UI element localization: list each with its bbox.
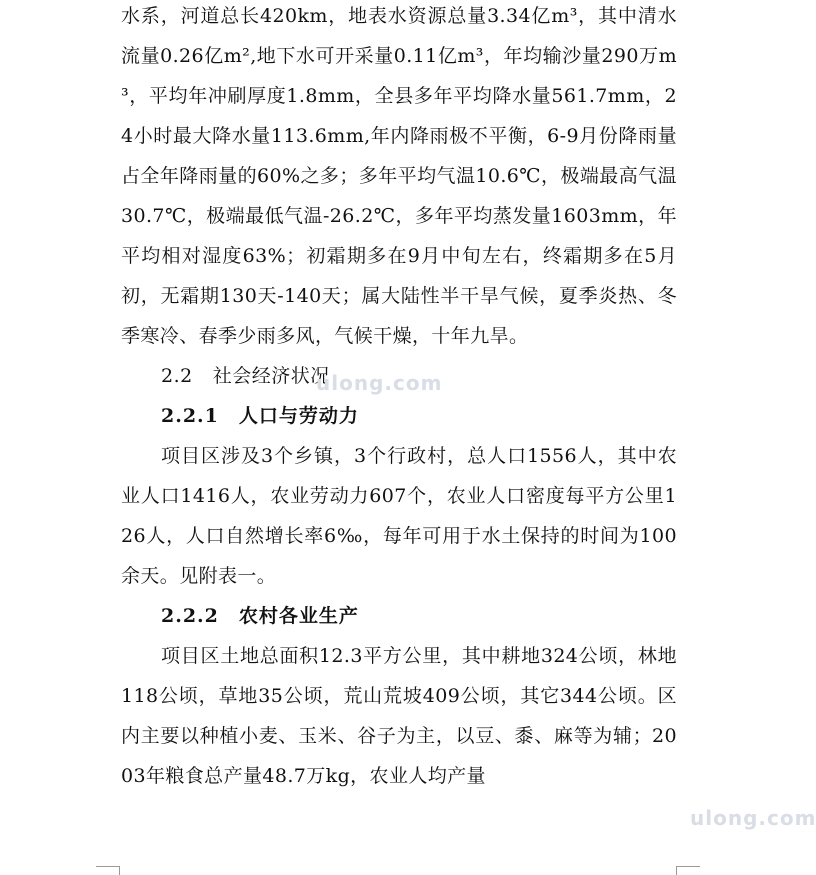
section-heading-2-2-1 bbox=[121, 396, 677, 436]
watermark: ulong.com bbox=[690, 806, 816, 830]
watermark: ulong.com bbox=[316, 371, 443, 395]
document-body bbox=[121, 0, 677, 796]
section-title: 社会经济状况 bbox=[212, 365, 330, 387]
paragraph-agriculture: 项目区土地总面积12.3平方公里，其中耕地324公顷，林地118公顷，草地35公顷，荒山荒坡409公顷，其它344公顷。区内主要以种植小麦、玉米、谷子为主，以豆、黍、麻等为辅；2003年粮食总产量48.7万kg，农业人均产量 bbox=[121, 645, 677, 787]
section-number: 2.2.2 bbox=[161, 605, 219, 627]
section-title: 农村各业生产 bbox=[238, 605, 359, 627]
paragraph-hydrology: 水系，河道总长420km，地表水资源总量3.34亿m³，其中清水流量0.26亿m²,地下水可开采量0.11亿m³，年均输沙量290万m³，平均年冲刷厚度1.8mm，全县多年平均降水量561.7mm，24小时最大降水量113.6mm,年内降雨极不平衡，6-9月份降雨量占全年降雨量的60%之多；多年平均气温10.6℃，极端最高气温30.7℃，极端最低气温-26.2℃，多年平均蒸发量1603mm，年平均相对湿度63%；初霜期多在9月中旬左右，终霜期多在5月初，无霜期130天-140天；属大陆性半干旱气候，夏季炎热、冬季寒冷、春季少雨多风，气候干燥，十年九旱。 bbox=[121, 5, 677, 347]
section-heading-2-2-2 bbox=[121, 596, 677, 636]
section-number: 2.2 bbox=[161, 365, 193, 387]
crop-mark-left-h bbox=[96, 866, 120, 867]
section-number: 2.2.1 bbox=[161, 405, 219, 427]
crop-mark-left-v bbox=[119, 866, 120, 875]
paragraph-population: 项目区涉及3个乡镇，3个行政村，总人口1556人，其中农业人口1416人，农业劳动力607个，农业人口密度每平方公里126人，人口自然增长率6‰，每年可用于水土保持的时间为100余天。见附表一。 bbox=[121, 445, 677, 587]
section-heading-2-2 bbox=[121, 356, 677, 396]
crop-mark-right-h bbox=[676, 866, 700, 867]
section-title: 人口与劳动力 bbox=[238, 405, 359, 427]
crop-mark-right-v bbox=[676, 866, 677, 875]
